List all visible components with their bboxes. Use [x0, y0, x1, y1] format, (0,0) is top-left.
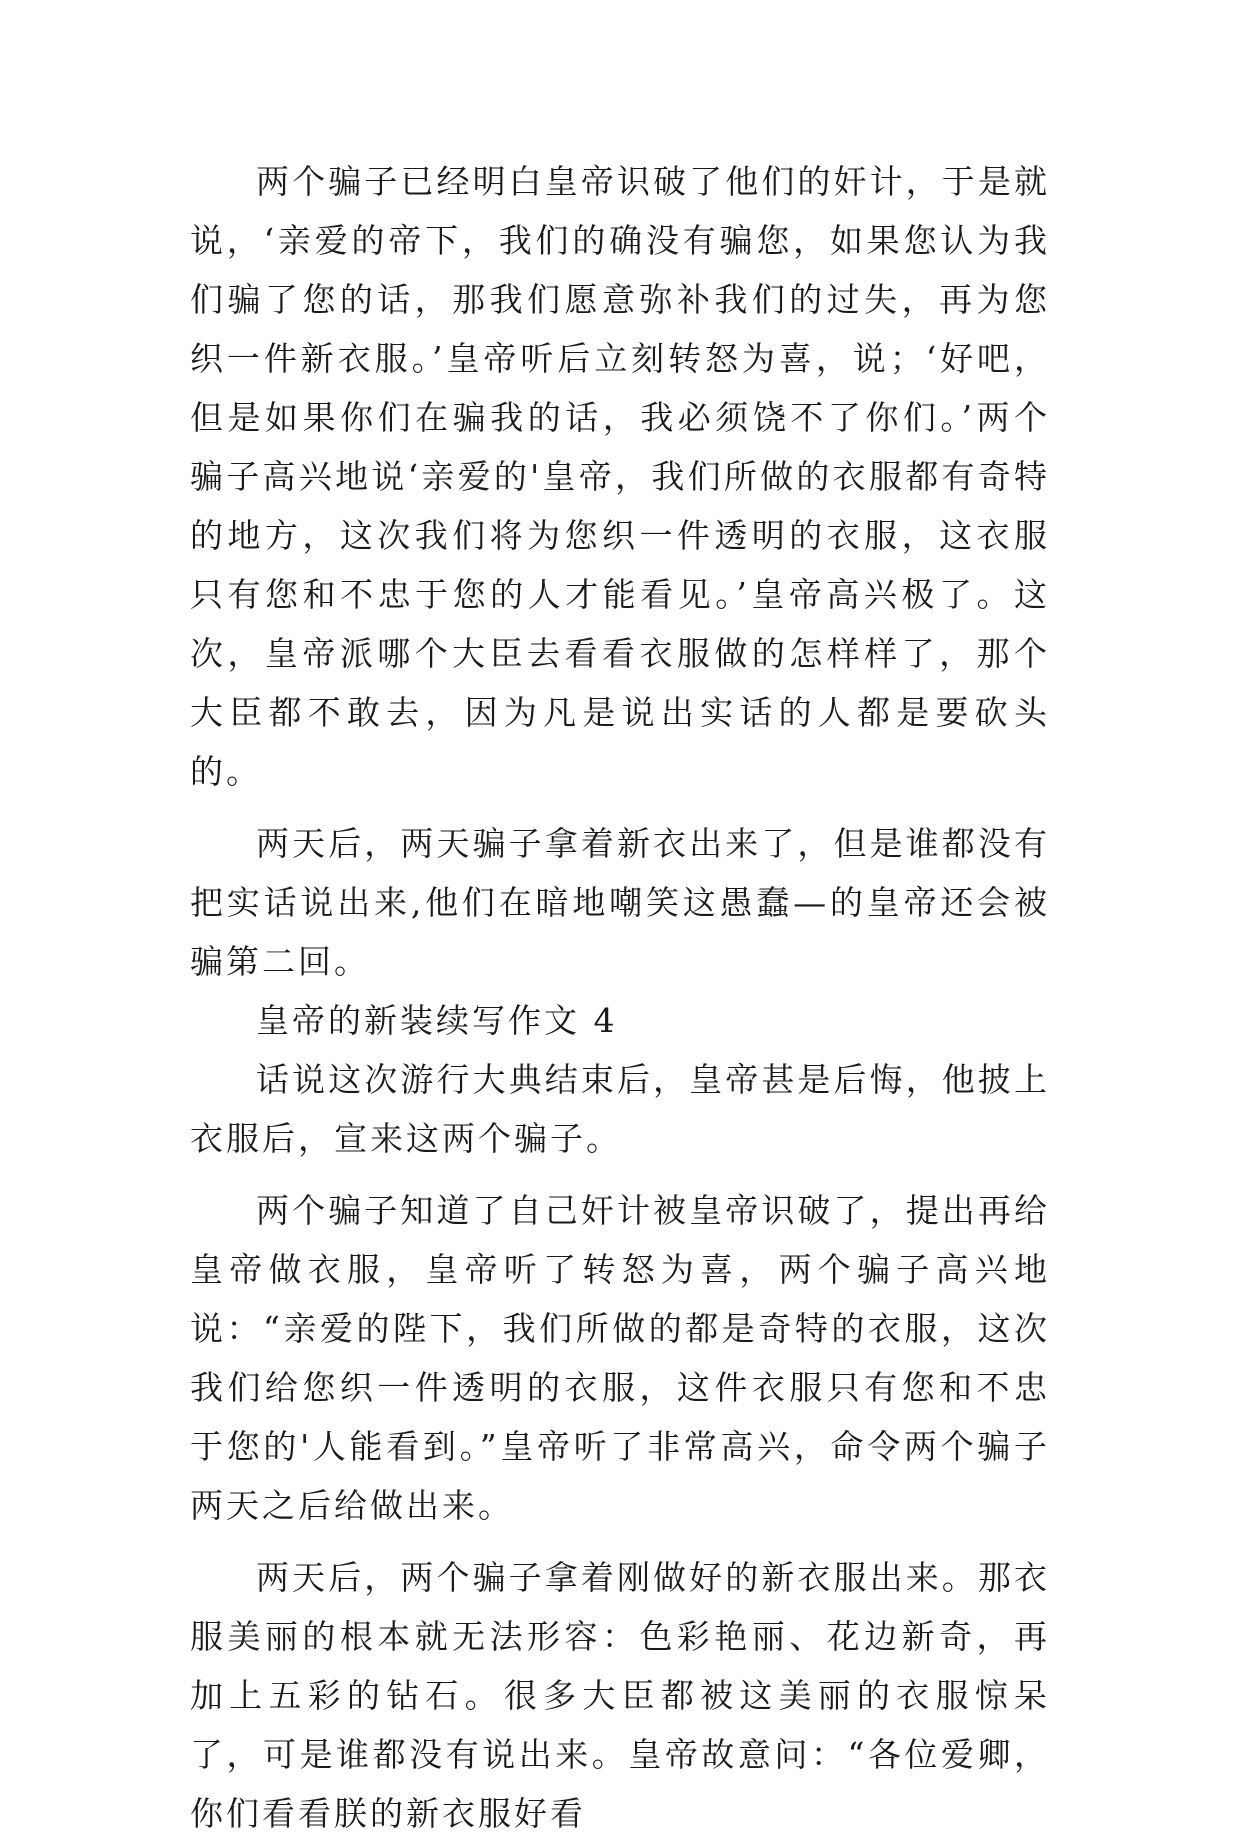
- paragraph: 两个骗子已经明白皇帝识破了他们的奸计，于是就说，‘亲爱的帝下，我们的确没有骗您，如果您认为我们骗了您的话，那我们愿意弥补我们的过失，再为您织一件新衣服。’皇帝听后立刻转怒为喜，说；‘好吧，但是如果你们在骗我的话，我必须饶不了你们。’两个骗子高兴地说‘亲爱的'皇帝，我们所做的衣服都有奇特的地方，这次我们将为您织一件透明的衣服，这衣服只有您和不忠于您的人才能看见。’皇帝高兴极了。这次，皇帝派哪个大臣去看看衣服做的怎样样了，那个大臣都不敢去，因为凡是说出实话的人都是要砍头的。: [190, 162, 1050, 791]
- paragraph: 两天后，两个骗子拿着刚做好的新衣服出来。那衣服美丽的根本就无法形容：色彩艳丽、花边新奇，再加上五彩的钻石。很多大臣都被这美丽的衣服惊呆了，可是谁都没有说出来。皇帝故意问：“各位爱卿，你们看看朕的新衣服好看: [190, 1558, 1050, 1833]
- document-body: [190, 152, 1050, 1843]
- section-heading: 皇帝的新装续写作文 4: [256, 1001, 618, 1040]
- paragraph: 话说这次游行大典结束后，皇帝甚是后悔，他披上衣服后，宣来这两个骗子。: [190, 1060, 1050, 1158]
- paragraph: 两天后，两天骗子拿着新衣出来了，但是谁都没有把实话说出来,他们在暗地嘲笑这愚蠢—的皇帝还会被骗第二回。: [190, 824, 1050, 981]
- paragraph: 两个骗子知道了自己奸计被皇帝识破了，提出再给皇帝做衣服，皇帝听了转怒为喜，两个骗子高兴地说：“亲爱的陛下，我们所做的都是奇特的衣服，这次我们给您织一件透明的衣服，这件衣服只有您和不忠于您的'人能看到。”皇帝听了非常高兴，命令两个骗子两天之后给做出来。: [190, 1191, 1050, 1525]
